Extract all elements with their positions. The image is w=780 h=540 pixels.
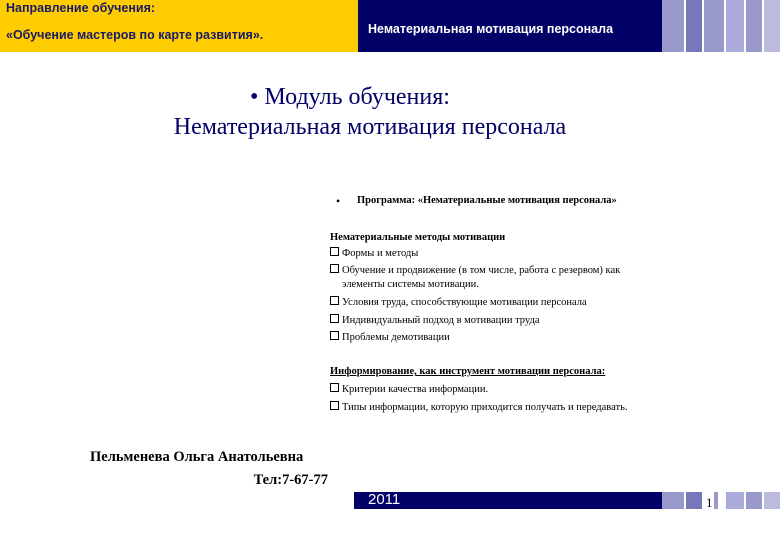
header-title: Нематериальная мотивация персонала bbox=[368, 22, 614, 36]
header-direction-panel bbox=[0, 0, 358, 52]
section1-heading: Нематериальные методы мотивации bbox=[330, 232, 506, 243]
decor-stripe bbox=[662, 0, 684, 52]
list-item-text: Обучение и продвижение (в том числе, работа с резервом) как bbox=[342, 265, 621, 276]
direction-label: Направление обучения: bbox=[6, 1, 156, 15]
checkbox-square-icon bbox=[330, 314, 339, 323]
decor-stripe bbox=[704, 0, 724, 52]
author-phone: Тел:7-67-77 bbox=[253, 472, 328, 488]
author-name: Пельменева Ольга Анатольевна bbox=[90, 449, 304, 465]
decor-stripe bbox=[726, 0, 744, 52]
list-item bbox=[330, 401, 627, 414]
list-item-text: Типы информации, которую приходится получать и передавать. bbox=[342, 402, 628, 413]
decor-stripe bbox=[764, 492, 780, 509]
list-item-text: Проблемы демотивации bbox=[342, 332, 450, 343]
decor-stripe bbox=[686, 0, 702, 52]
list-item-text: Индивидуальный подход в мотивации труда bbox=[342, 315, 540, 326]
decor-stripe bbox=[746, 0, 762, 52]
checkbox-square-icon bbox=[330, 331, 339, 340]
program-bullet: • bbox=[336, 194, 341, 208]
checkbox-square-icon bbox=[330, 296, 339, 305]
list-item-text: Условия труда, способствующие мотивации персонала bbox=[342, 297, 587, 308]
list-item bbox=[330, 383, 488, 396]
page-number: 1 bbox=[706, 495, 713, 510]
header-title-panel bbox=[358, 0, 662, 52]
list-item bbox=[330, 314, 540, 327]
list-item bbox=[330, 296, 587, 309]
checkbox-square-icon bbox=[330, 264, 339, 273]
program-title: Программа: «Нематериальные мотивация персонала» bbox=[357, 195, 617, 206]
decor-stripe bbox=[714, 492, 718, 509]
checkbox-square-icon bbox=[330, 383, 339, 392]
decor-stripe bbox=[686, 492, 702, 509]
decor-stripe bbox=[746, 492, 762, 509]
list-item-text: элементы системы мотивации. bbox=[342, 279, 479, 290]
checkbox-square-icon bbox=[330, 401, 339, 410]
footer-year: 2011 bbox=[368, 491, 401, 508]
list-item bbox=[330, 264, 620, 277]
list-item-text: Критерии качества информации. bbox=[342, 384, 489, 395]
footer-year-panel bbox=[354, 492, 662, 509]
list-item-text: Формы и методы bbox=[342, 248, 419, 259]
slide-title-line2: Нематериальная мотивация персонала bbox=[173, 114, 567, 140]
title-text: Модуль обучения: bbox=[264, 84, 450, 110]
direction-value: «Обучение мастеров по карте развития». bbox=[6, 28, 264, 42]
decor-stripe bbox=[764, 0, 780, 52]
list-item bbox=[330, 331, 450, 344]
decor-stripe bbox=[662, 492, 684, 509]
list-item-continuation bbox=[330, 278, 479, 291]
list-item bbox=[330, 247, 418, 260]
title-bullet: • bbox=[250, 84, 259, 110]
section2-heading: Информирование, как инструмент мотивации персонала: bbox=[330, 366, 606, 377]
decor-stripe bbox=[726, 492, 744, 509]
slide-title-line1 bbox=[250, 84, 450, 111]
checkbox-square-icon bbox=[330, 247, 339, 256]
